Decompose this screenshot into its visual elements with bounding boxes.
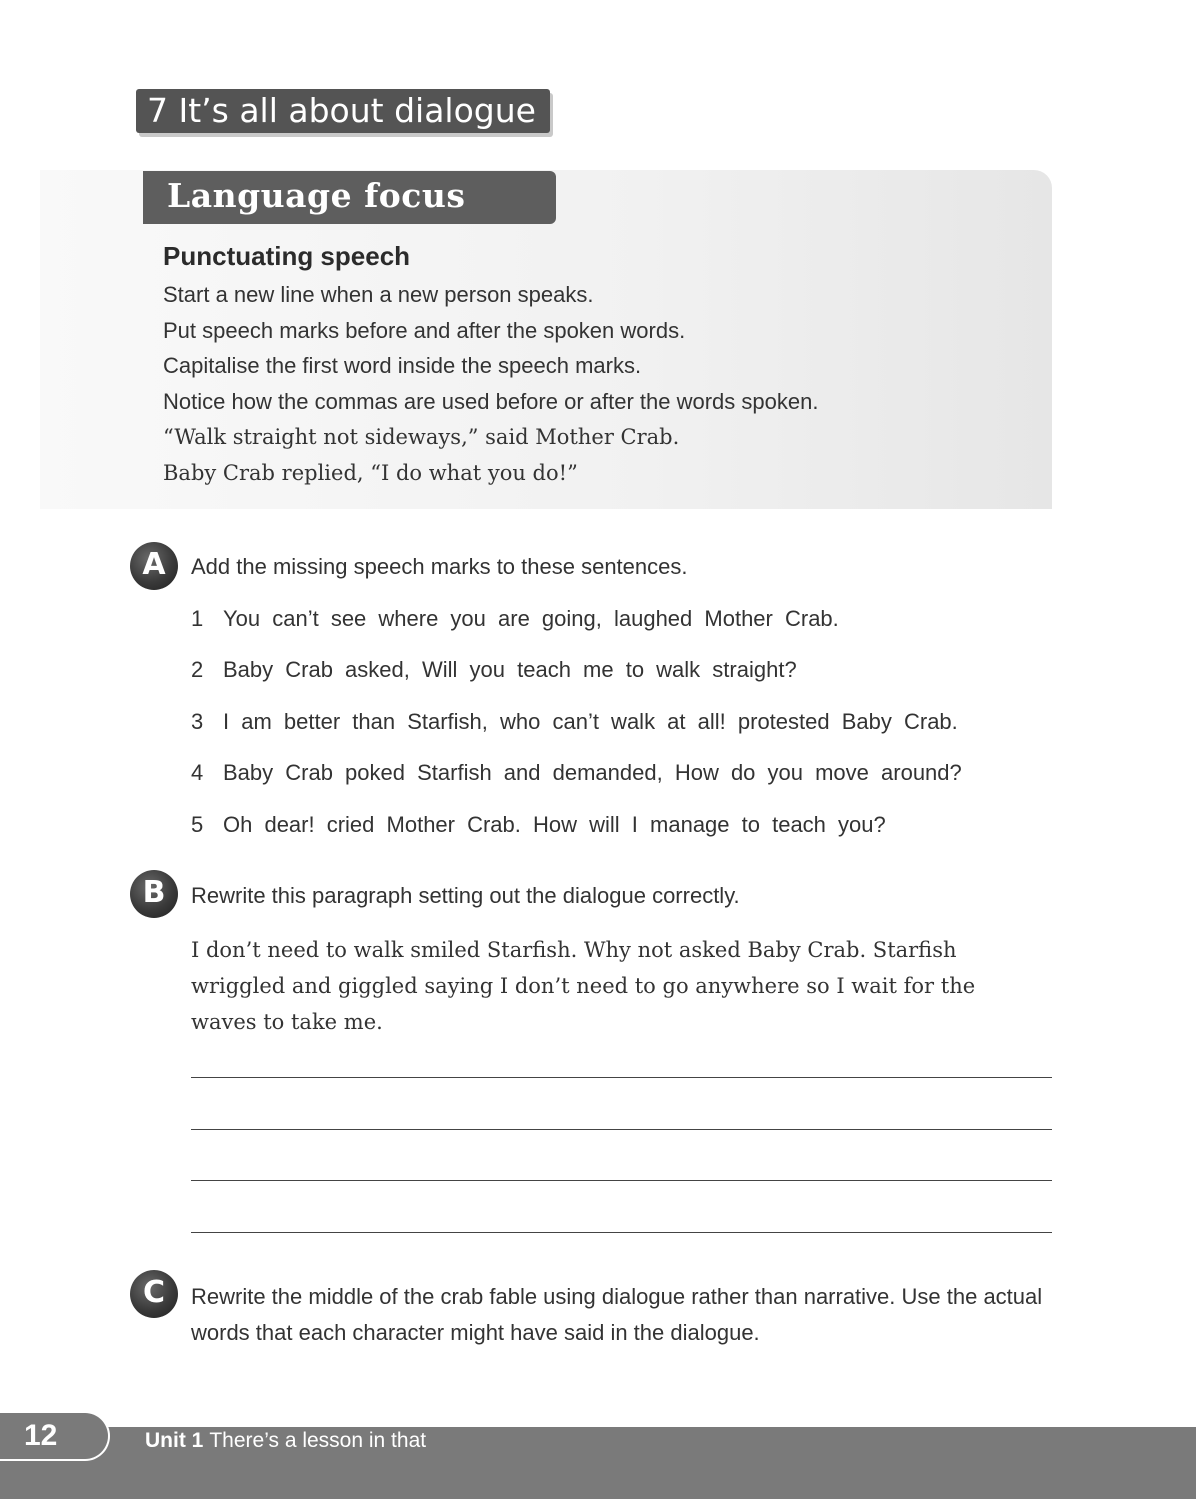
focus-rule: Put speech marks before and after the spoken words. (163, 318, 686, 343)
section-c-instruction: Rewrite the middle of the crab fable using dialogue rather than narrative. Use the actual words that each character might have said in the dialogue. (191, 1284, 1043, 1345)
section-b-paragraph: I don’t need to walk smiled Starfish. Why not asked Baby Crab. Starfish wriggled and giggled saying I don’t need to go anywhere so I wait for the waves to take me. (191, 938, 976, 1034)
item-number: 5 (191, 812, 204, 837)
page-number: 12 (0, 1411, 110, 1461)
focus-rule: Start a new line when a new person speaks. (163, 282, 594, 307)
writing-line[interactable] (191, 1077, 1052, 1078)
list-item (191, 657, 797, 683)
section-c-badge: C (130, 1270, 178, 1318)
page-title: 7 It’s all about dialogue (136, 89, 550, 133)
item-text: Oh dear! cried Mother Crab. How will I manage to teach you? (223, 812, 886, 837)
item-text: I am better than Starfish, who can’t walk at all! protested Baby Crab. (223, 709, 958, 734)
list-item (191, 606, 839, 632)
unit-title: There’s a lesson in that (209, 1429, 427, 1452)
unit-label (145, 1429, 426, 1453)
focus-example: “Walk straight not sideways,” said Mother Crab. (163, 425, 680, 449)
section-a-instruction: Add the missing speech marks to these sentences. (191, 554, 688, 579)
item-text: You can’t see where you are going, laughed Mother Crab. (223, 606, 839, 631)
item-number: 1 (191, 606, 204, 631)
section-a-badge: A (130, 542, 178, 590)
writing-line[interactable] (191, 1129, 1052, 1130)
item-number: 2 (191, 657, 204, 682)
unit-number: Unit 1 (145, 1429, 204, 1452)
list-item (191, 709, 958, 735)
section-b-badge: B (130, 870, 178, 918)
writing-line[interactable] (191, 1180, 1052, 1181)
item-text: Baby Crab asked, Will you teach me to walk straight? (223, 657, 797, 682)
item-number: 3 (191, 709, 204, 734)
item-number: 4 (191, 760, 204, 785)
focus-rule: Notice how the commas are used before or after the words spoken. (163, 389, 819, 414)
focus-heading: Punctuating speech (163, 241, 411, 271)
focus-example: Baby Crab replied, “I do what you do!” (163, 461, 578, 485)
list-item (191, 760, 962, 786)
section-b-instruction: Rewrite this paragraph setting out the dialogue correctly. (191, 883, 740, 908)
writing-line[interactable] (191, 1232, 1052, 1233)
list-item (191, 812, 886, 838)
focus-rule: Capitalise the first word inside the speech marks. (163, 353, 642, 378)
item-text: Baby Crab poked Starfish and demanded, How do you move around? (223, 760, 962, 785)
language-focus-tab: Language focus (143, 171, 556, 224)
